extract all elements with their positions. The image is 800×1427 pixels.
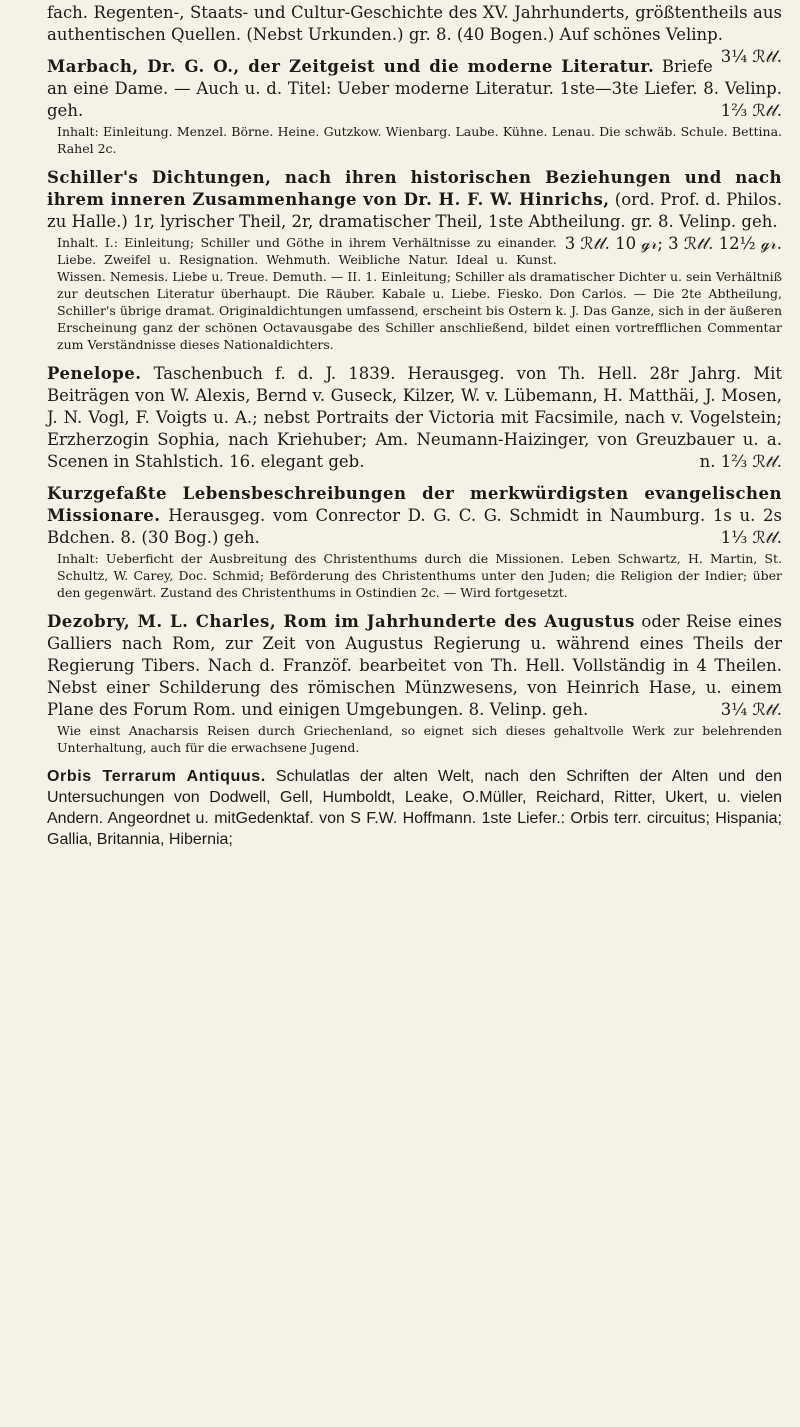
entry-orbis (47, 766, 782, 850)
entry-body: (ord. Prof. d. Philos. zu Halle.) 1r, lyrischer Theil, 2r, dramatischer Theil, 1ste Abtheilung. gr. 8. Velinp. geh. (47, 190, 783, 231)
entry-title: Schiller's Dichtungen, nach ihren historischen Beziehungen und nach ihrem inneren Zusammenhange von Dr. H. F. W. Hinrichs, (47, 168, 782, 209)
entry-contents: Wie einst Anacharsis Reisen durch Griechenland, so eignet sich dieses gehaltvolle Werk zur belehrenden Unterhaltung, auch für die erwachsene Jugend. (57, 723, 782, 755)
entry-body: Schulatlas der alten Welt, nach den Schriften der Alten und den Untersuchungen von Dodwell, Gell, Humboldt, Leake, O.Müller, Reichard, Ritter, Ukert, u. vielen Andern. Angeordnet u. mitGedenktaf. von S F.W. Hoffmann. 1ste Liefer.: Orbis terr. circuitus; Hispania; Gallia, Britannia, Hibernia; (47, 768, 782, 848)
entry-title: Orbis Terrarum Antiquus. (47, 768, 266, 785)
entry-price: 1⅔ ℛ𝓉𝓁. (720, 101, 782, 120)
entry-body: oder Reise eines Galliers nach Rom, zur Zeit von Augustus Regierung u. während eines Theils der Regierung Tibers. Nach d. Franzöf. bearbeitet von Th. Hell. Vollständig in 4 Theilen. Nebst einer Schilderung des römischen Münzwesens, von Heinrich Hase, u. einem Plane des Forum Rom. und einigen Umgebungen. 8. Velinp. geh. (47, 612, 782, 719)
entry-title: Dezobry, M. L. Charles, Rom im Jahrhunderte des Augustus (47, 612, 635, 631)
entry-price: 3 ℛ𝓉𝓁. 10 ℊ𝓇; 3 ℛ𝓉𝓁. 12½ ℊ𝓇. (564, 234, 782, 253)
entry-missionare (47, 483, 782, 601)
entry-title: Penelope. (47, 364, 142, 383)
entry-dezobry (47, 611, 782, 756)
entry-price: n. 1⅔ ℛ𝓉𝓁. (699, 452, 782, 471)
entry-body: Herausgeg. vom Conrector D. G. C. G. Schmidt in Naumburg. 1s u. 2s Bdchen. 8. (30 Bog.) geh. (47, 506, 782, 547)
entry-price: 3¼ ℛ𝓉𝓁. (720, 700, 782, 719)
entry-marbach (47, 56, 782, 157)
entry-title: Marbach, Dr. G. O., der Zeitgeist und die moderne Literatur. (47, 57, 655, 76)
entry-regenten (47, 2, 782, 66)
entry-body: Briefe an eine Dame. — Auch u. d. Titel: Ueber moderne Literatur. 1ste—3te Liefer. 8. Velinp. geh. (47, 57, 782, 120)
entry-body: fach. Regenten-, Staats- und Cultur-Geschichte des XV. Jahrhunderts, größtentheils aus authentischen Quellen. (Nebst Urkunden.) gr. 8. (40 Bogen.) Auf schönes Velinp. (47, 3, 782, 44)
entry-price: 3¼ ℛ𝓉𝓁. (720, 47, 782, 66)
entry-price: 1⅓ ℛ𝓉𝓁. (720, 528, 782, 547)
entry-contents: Inhalt: Einleitung. Menzel. Börne. Heine. Gutzkow. Wienbarg. Laube. Kühne. Lenau. Die schwäb. Schule. Bettina. Rahel 2c. (57, 124, 782, 156)
entry-penelope (47, 363, 782, 473)
entry-body: Taschenbuch f. d. J. 1839. Herausgeg. von Th. Hell. 28r Jahrg. Mit Beiträgen von W. Alexis, Bernd v. Guseck, Kilzer, W. v. Lübemann, H. Matthäi, J. Mosen, J. N. Vogl, F. Voigts u. A.; nebst Portraits der Victoria mit Facsimile, nach v. Vogelstein; Erzherzogin Sophia, nach Kriehuber; Am. Neumann-Haizinger, von Greuzbauer u. a. Scenen in Stahlstich. 16. elegant geb. (47, 364, 783, 471)
entry-schiller (47, 167, 782, 353)
entry-contents: Inhalt. I.: Einleitung; Schiller und Göthe in ihrem Verhältnisse zu einander. Liebe. Zweifel u. Resignation. Wehmuth. Weibliche Natur. Ideal u. Kunst. Wissen. Nemesis. Liebe u. Treue. Demuth. — II. 1. Einleitung; Schiller als dramatischer Dichter u. sein Verhältniß zur deutschen Literatur überhaupt. Die Räuber. Kabale u. Liebe. Fiesko. Don Carlos. — Die 2te Abtheilung, Schiller's übrige dramat. Originaldichtungen umfassend, erscheint bis Ostern k. J. Das Ganze, sich in der äußeren Erscheinung ganz der schönen Octavausgabe des Schiller anschließend, bildet einen vortrefflichen Commentar zum Verständnisse dieses Nationaldichters. (57, 235, 782, 352)
entry-title: Kurzgefaßte Lebensbeschreibungen der merkwürdigsten evangelischen Missionare. (47, 484, 782, 525)
entry-contents: Inhalt: Ueberficht der Ausbreitung des Christenthums durch die Missionen. Leben Schwartz, H. Martin, St. Schultz, W. Carey, Doc. Schmid; Beförderung des Christenthums unter den Juden; die Religion der Indier; über den gegenwärt. Zustand des Christenthums in Ostindien 2c. — Wird fortgesetzt. (57, 551, 782, 600)
